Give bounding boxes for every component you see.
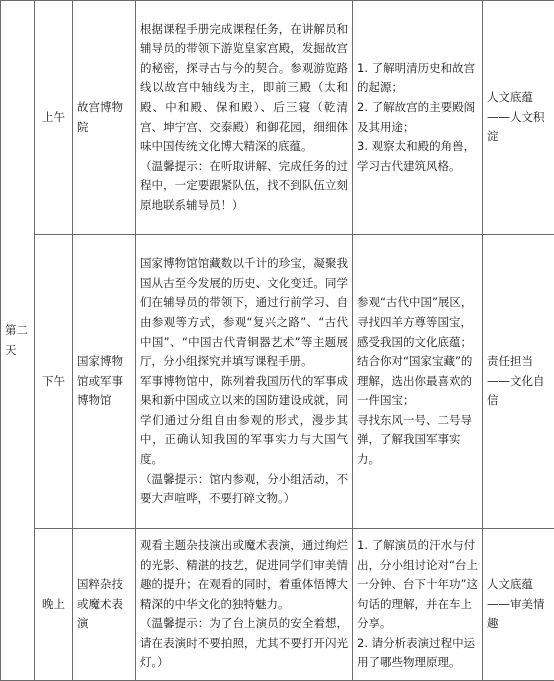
period-cell: 上午 [35, 1, 73, 235]
task-item: 3. 观察太和殿的角兽，学习古代建筑风格。 [357, 137, 478, 176]
tasks-cell [353, 1, 483, 235]
activity-cell [136, 235, 353, 529]
tasks-cell [353, 235, 483, 529]
activity-cell [136, 1, 353, 235]
place-cell: 国家博物馆或军事博物馆 [73, 235, 136, 529]
task-item: 1. 了解演员的汗水与付出，分小组讨论对“台上一分钟、台下十年功”这句话的理解，并在车上分享。 [357, 536, 478, 634]
goal-cell: 责任担当——文化自信 [483, 235, 554, 529]
task-item: 1. 了解明清历史和故宫的起源； [357, 59, 478, 98]
goal-cell: 人文底蕴——审美情趣 [483, 529, 554, 681]
task-item: 2. 请分析表演过程中运用了哪些物理原理。 [357, 634, 478, 673]
table-row-evening [1, 529, 554, 681]
activity-paragraph: 军事博物馆中，陈列着我国历代的军事成果和新中国成立以来的国防建设成就，同学们通过分组自由参观的形式，漫步其中，正确认知我国的军事实力与大国气度。 [140, 372, 348, 470]
tasks-cell [353, 529, 483, 681]
goal-cell: 人文底蕴——人文积淀 [483, 1, 554, 235]
period-cell: 晚上 [35, 529, 73, 681]
task-item: 2. 了解故宫的主要殿阁及其用途； [357, 98, 478, 137]
task-item: 结合你对“国家宝藏”的理解，选出你最喜欢的一件国宝； [357, 352, 478, 411]
activity-tip: （温馨提示：为了台上演员的安全着想，请在表演时不要拍照，尤其不要打开闪光灯。） [140, 614, 348, 673]
activity-tip: （温馨提示：在听取讲解、完成任务的过程中，一定要跟紧队伍，找不到队伍立刻原地联系辅导员！） [140, 157, 348, 216]
activity-paragraph: 根据课程手册完成课程任务，在讲解员和辅导员的带领下游览皇家宫殿，发掘故宫的秘密，探寻古与今的契合。参观游览路线以故宫中轴线为主，即前三殿（太和殿、中和殿、保和殿）、后三寝（乾清宫、坤宁宫、交泰殿）和御花园，细细体味中国传统文化博大精深的底蕴。 [140, 20, 348, 157]
activity-paragraph: 观看主题杂技演出或魔术表演，通过绚烂的光影、精湛的技艺，促进同学们审美情趣的提升；在观看的同时，着重体悟博大精深的中华文化的独特魅力。 [140, 536, 348, 614]
period-cell: 下午 [35, 235, 73, 529]
table-row-morning [1, 1, 554, 235]
day-label: 第二天 [1, 1, 35, 681]
activity-tip: （温馨提示：馆内参观，分小组活动，不要大声喧哗，不要打碎文物。） [140, 470, 348, 509]
task-item: 参观“古代中国”展区，寻找四羊方尊等国宝，感受我国的文化底蕴； [357, 293, 478, 352]
table-row-afternoon [1, 235, 554, 529]
task-item: 寻找东风一号、二号导弹，了解我国军事实力。 [357, 411, 478, 470]
activity-cell [136, 529, 353, 681]
place-cell: 故宫博物院 [73, 1, 136, 235]
place-cell: 国粹杂技或魔术表演 [73, 529, 136, 681]
activity-paragraph: 国家博物馆馆藏数以千计的珍宝，凝聚我国从古至今发展的历史、文化变迁。同学们在辅导员的带领下，通过行前学习、自由参观等方式，参观“复兴之路”、“古代中国”、“中国古代青铜器艺术”等主题展厅，分小组探究并填写课程手册。 [140, 254, 348, 372]
